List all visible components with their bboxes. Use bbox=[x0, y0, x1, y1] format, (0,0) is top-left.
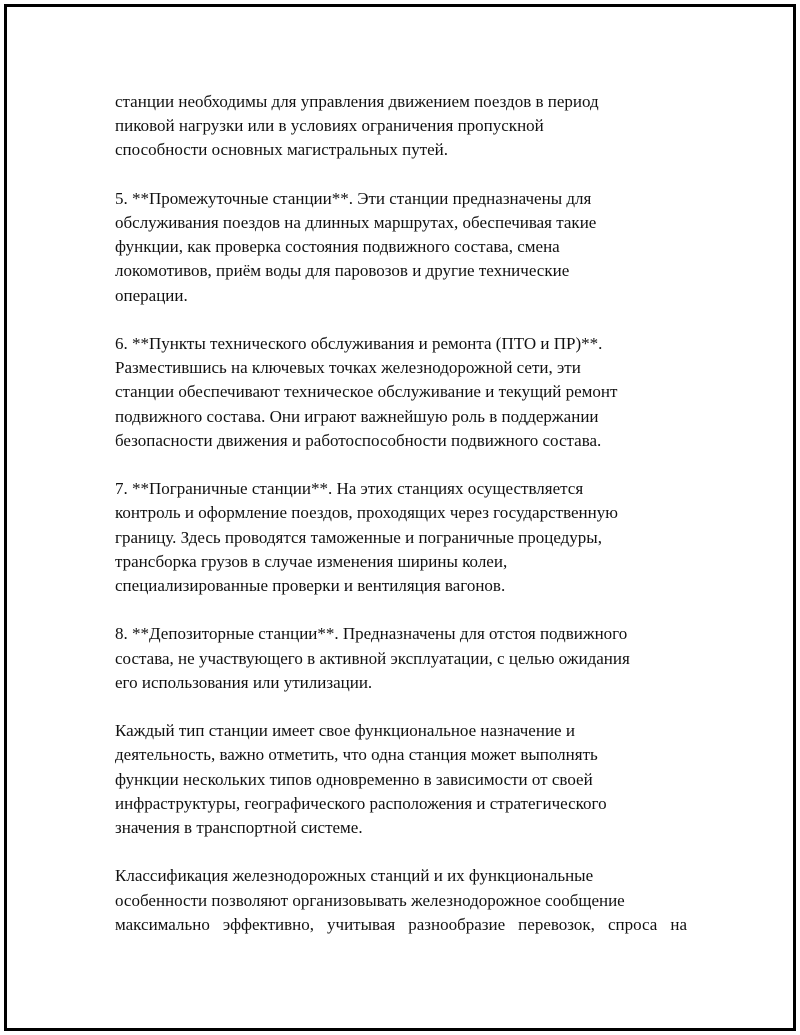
text-line: Каждый тип станции имеет свое функциональное назначение и bbox=[115, 721, 575, 741]
document-body bbox=[115, 90, 687, 961]
text-line: подвижного состава. Они играют важнейшую роль в поддержании bbox=[115, 406, 599, 426]
text-line: станции обеспечивают техническое обслуживание и текущий ремонт bbox=[115, 382, 618, 402]
text-line: 6. **Пункты технического обслуживания и ремонта (ПТО и ПР)**. bbox=[115, 334, 603, 353]
text-line: станции необходимы для управления движением поездов в период bbox=[115, 92, 599, 111]
paragraph-maintenance-points bbox=[115, 332, 687, 453]
text-line: операции. bbox=[115, 285, 188, 305]
text-line: пиковой нагрузки или в условиях ограничения пропускной bbox=[115, 116, 544, 136]
text-line: 5. **Промежуточные станции**. Эти станции предназначены для bbox=[115, 188, 592, 208]
text-line: инфраструктуры, географического расположения и стратегического bbox=[115, 793, 607, 813]
text-line: значения в транспортной системе. bbox=[115, 818, 363, 838]
paragraph-station-types-summary bbox=[115, 719, 687, 840]
text-line: 8. **Депозиторные станции**. Предназначены для отстоя подвижного bbox=[115, 624, 628, 644]
text-line: Разместившись на ключевых точках железнодорожной сети, эти bbox=[115, 358, 581, 378]
paragraph-station-continuation bbox=[115, 90, 687, 163]
paragraph-depository-stations bbox=[115, 622, 687, 695]
text-line: контроль и оформление поездов, проходящих через государственную bbox=[115, 503, 618, 523]
text-line: границу. Здесь проводятся таможенные и пограничные процедуры, bbox=[115, 527, 602, 547]
text-line: Классификация железнодорожных станций и их функциональные bbox=[115, 866, 594, 886]
text-line: 7. **Пограничные станции**. На этих станциях осуществляется bbox=[115, 479, 584, 499]
text-line: способности основных магистральных путей. bbox=[115, 140, 449, 160]
paragraph-intermediate-stations bbox=[115, 187, 687, 308]
paragraph-border-stations bbox=[115, 477, 687, 598]
text-line: особенности позволяют организовывать железнодорожное сообщение bbox=[115, 890, 625, 910]
text-line: функции, как проверка состояния подвижного состава, смена bbox=[115, 237, 560, 257]
text-line: максимально эффективно, учитывая разнообразие перевозок, спроса на bbox=[115, 914, 687, 934]
text-line: состава, не участвующего в активной эксплуатации, с целью ожидания bbox=[115, 648, 630, 668]
text-line: функции нескольких типов одновременно в зависимости от своей bbox=[115, 769, 593, 789]
text-line: локомотивов, приём воды для паровозов и другие технические bbox=[115, 261, 570, 281]
text-line: его использования или утилизации. bbox=[115, 672, 373, 692]
text-line: специализированные проверки и вентиляция вагонов. bbox=[115, 576, 506, 596]
text-line: деятельность, важно отметить, что одна станция может выполнять bbox=[115, 745, 598, 765]
text-line: безопасности движения и работоспособности подвижного состава. bbox=[115, 430, 602, 450]
text-line: обслуживания поездов на длинных маршрутах, обеспечивая такие bbox=[115, 213, 597, 232]
text-line: трансборка грузов в случае изменения ширины колеи, bbox=[115, 551, 508, 571]
paragraph-classification-conclusion bbox=[115, 864, 687, 937]
